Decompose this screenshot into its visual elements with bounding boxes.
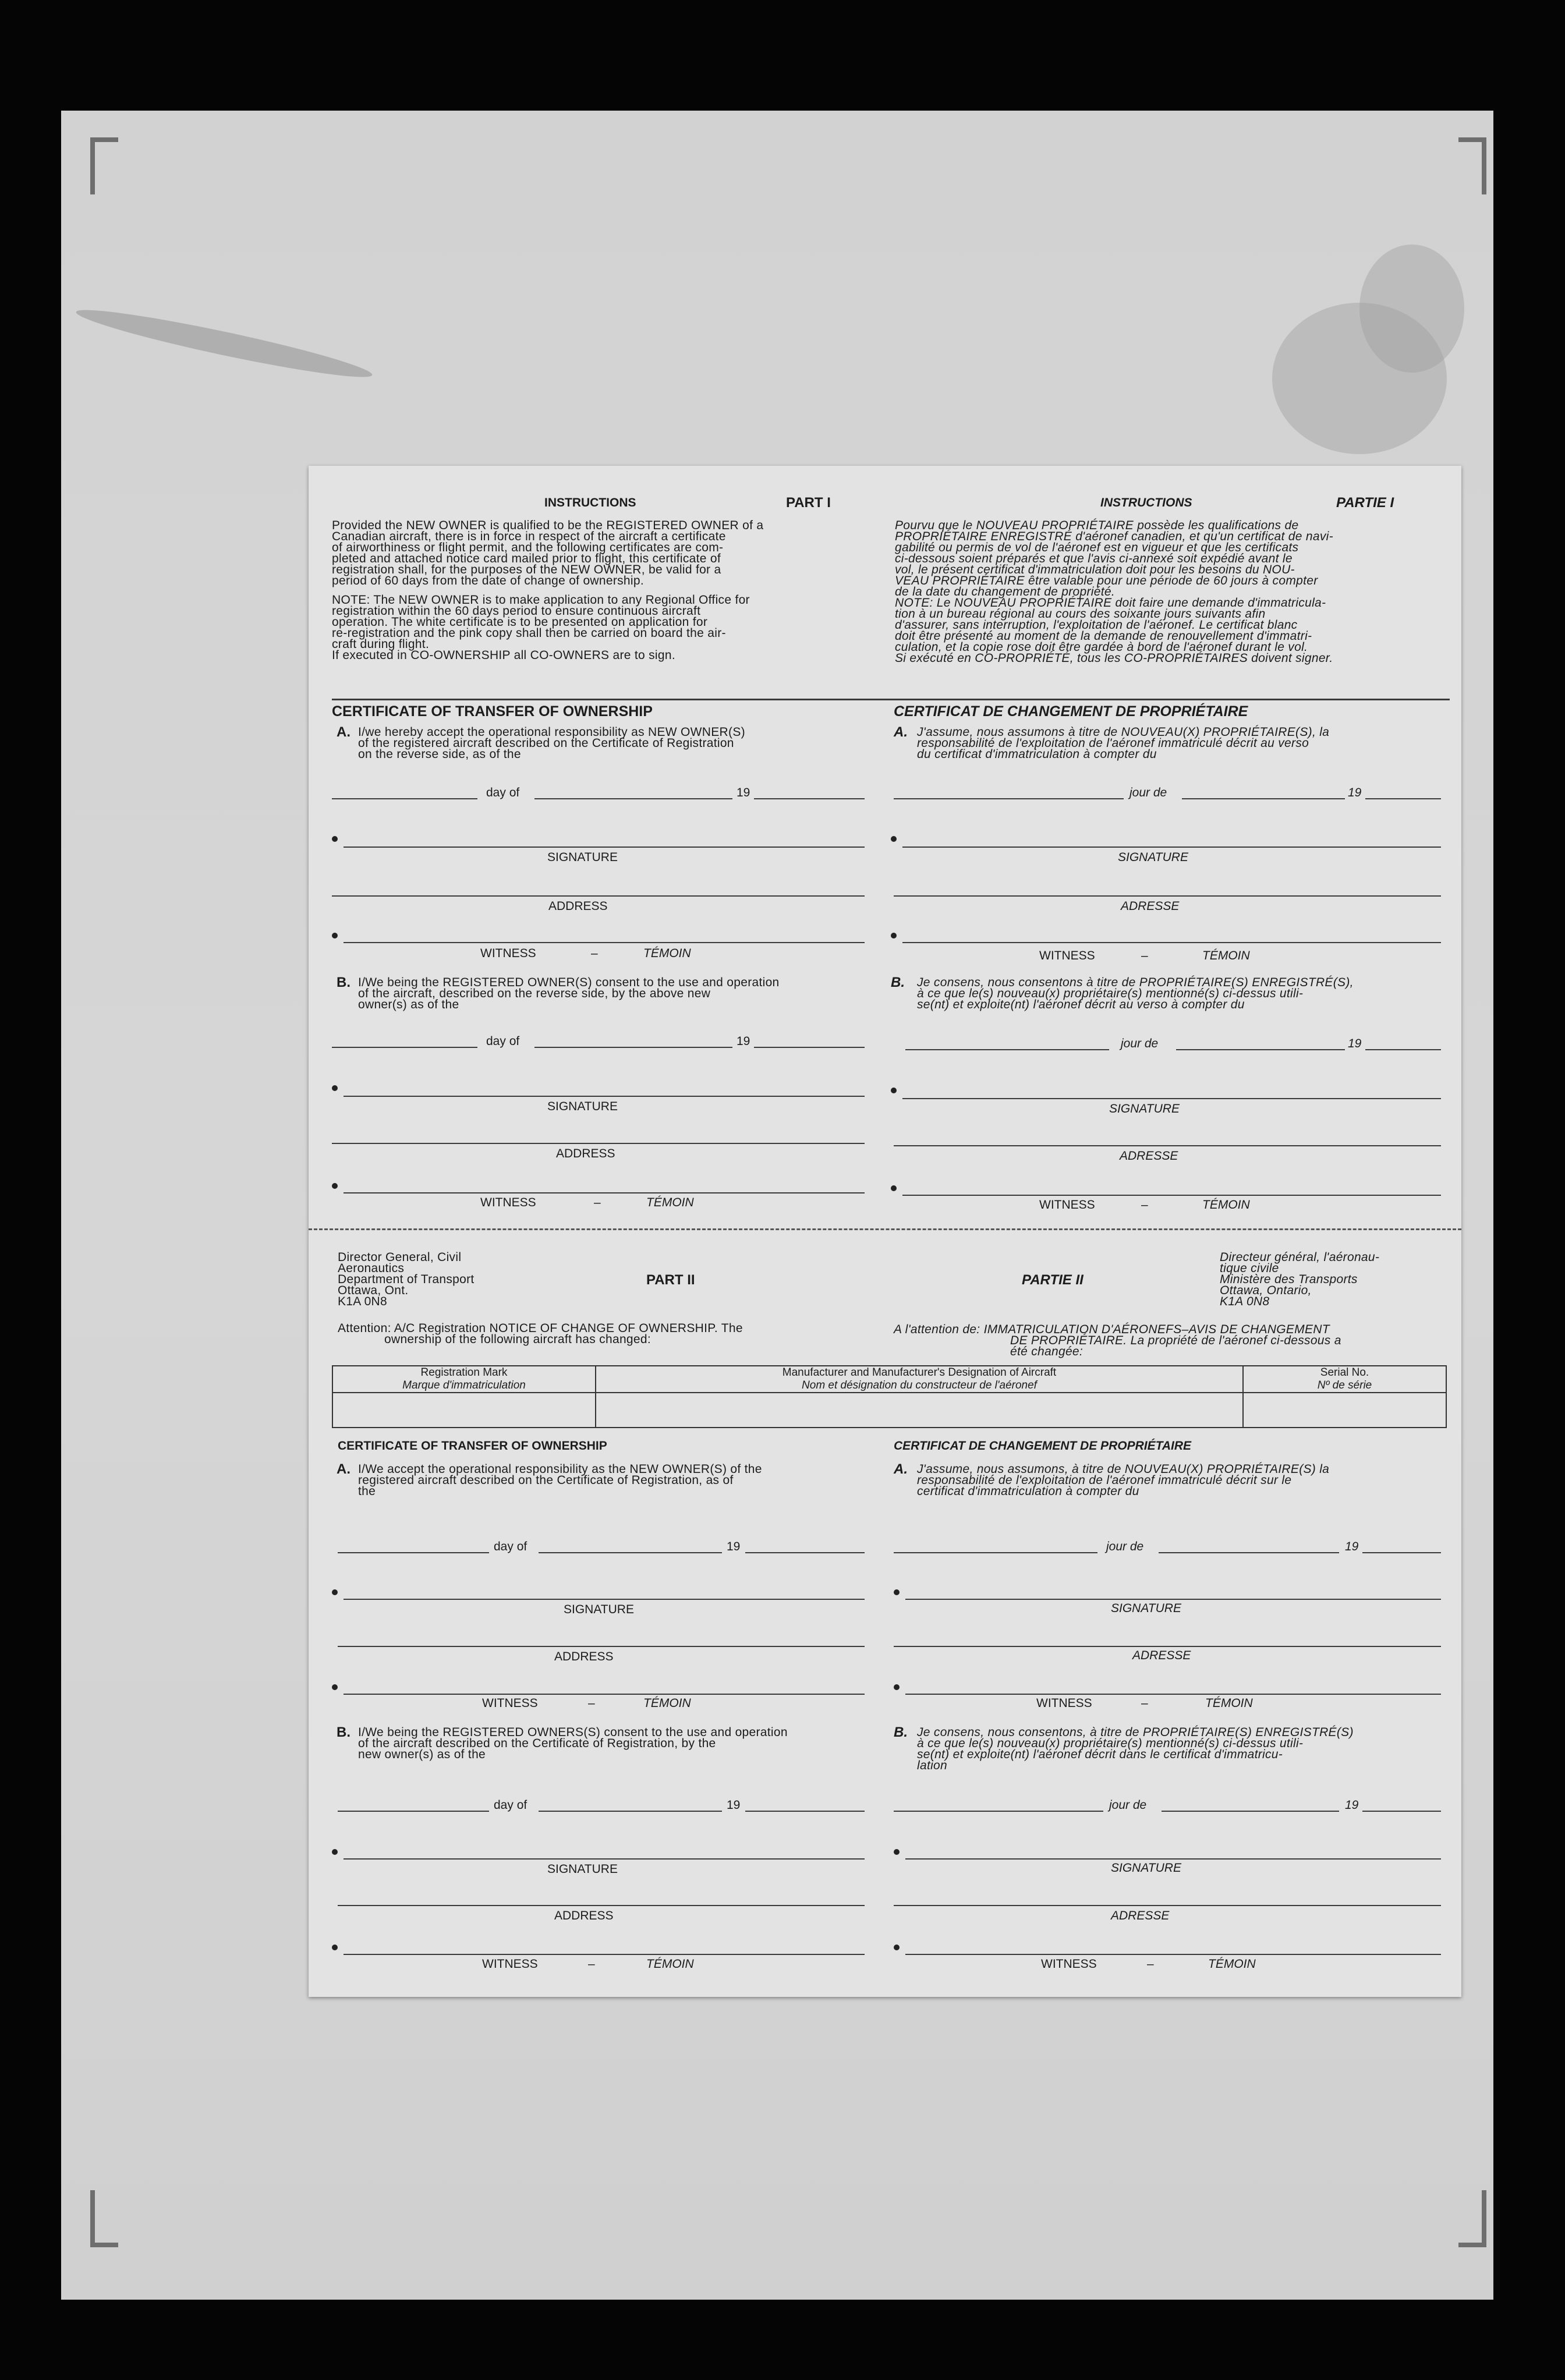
signature-label: SIGNATURE bbox=[547, 851, 618, 864]
clause-b-letter-en: B. bbox=[337, 1724, 350, 1740]
partie-ii-label: PARTIE II bbox=[1022, 1272, 1084, 1288]
attention-notice-fr: A l'attention de: IMMATRICULATION D'AÉRONEFS–AVIS DE CHANGEMENT DE PROPRIÉTAIRE. La propriété de l'aéronef ci-dessous a été changée: bbox=[894, 1323, 1341, 1358]
certificate-title-en: CERTIFICATE OF TRANSFER OF OWNERSHIP bbox=[332, 703, 653, 720]
signature-bullet bbox=[332, 1849, 338, 1855]
jour-de-label: jour de bbox=[1130, 786, 1167, 799]
label-separator: – bbox=[591, 947, 598, 960]
temoin-label: TÉMOIN bbox=[646, 1957, 694, 1971]
section-divider bbox=[332, 699, 1450, 700]
year-prefix: 19 bbox=[727, 1540, 741, 1553]
witness-label: WITNESS bbox=[480, 947, 536, 960]
stain-mark bbox=[74, 300, 375, 386]
certificate-title-fr: CERTIFICAT DE CHANGEMENT DE PROPRIÉTAIRE bbox=[894, 703, 1248, 720]
label-separator: – bbox=[1141, 1697, 1148, 1710]
witness-label-fr: WITNESS bbox=[1036, 1697, 1092, 1710]
adresse-label: ADRESSE bbox=[1111, 1909, 1170, 1922]
perforation-tear-line bbox=[309, 1228, 1461, 1230]
address-line[interactable] bbox=[332, 895, 865, 897]
serial-number-header: Serial No. Nº de série bbox=[1243, 1366, 1446, 1393]
witness-label: WITNESS bbox=[480, 1196, 536, 1209]
year-prefix-fr: 19 bbox=[1348, 786, 1362, 799]
temoin-label-fr: TÉMOIN bbox=[1208, 1957, 1256, 1971]
instructions-paragraph-en: Provided the NEW OWNER is qualified to be the REGISTERED OWNER of a Canadian aircraft, there is in force in respect of the aircraft a certificate of airworthiness or flight permit, and the following certificates are com- pleted and attached notice card mailed prior to flight, this certificate of registration shall, for the purposes of the NEW OWNER, be valid for a period of 60 days from the date of change of ownership. NOTE: The NEW OWNER is to make application to any Regional Office for registration within the 60 days period to ensure continuous aircraft operation. The white certificate is to be presented on application for re-registration and the pink copy shall then be carried on board the air- craft during flight. If executed in CO-OWNERSHIP all CO-OWNERS are to sign. bbox=[332, 519, 764, 662]
year-prefix-fr: 19 bbox=[1345, 1798, 1359, 1812]
witness-bullet bbox=[891, 933, 897, 938]
day-of-label: day of bbox=[486, 1035, 520, 1048]
part-ii-label: PART II bbox=[646, 1272, 695, 1288]
certificate-title-en: CERTIFICATE OF TRANSFER OF OWNERSHIP bbox=[338, 1439, 607, 1453]
clause-b-text-fr: Je consens, nous consentons à titre de PROPRIÉTAIRE(S) ENREGISTRÉ(S), à ce que le(s) nouveau(x) propriétaire(s) mentionné(s) ci-dessus utili- se(nt) et exploite(nt) l'aéronef décrit au verso à compter du bbox=[917, 976, 1354, 1011]
month-field[interactable] bbox=[539, 1811, 722, 1812]
jour-de-label: jour de bbox=[1121, 1037, 1159, 1050]
clause-a-text-en: I/we hereby accept the operational responsibility as NEW OWNER(S) of the registered aircraft described on the Certificate of Registration on the reverse side, as of the bbox=[358, 725, 745, 761]
witness-label-fr: WITNESS bbox=[1039, 949, 1095, 962]
aircraft-details-table bbox=[332, 1365, 1447, 1428]
mois-field[interactable] bbox=[1182, 798, 1345, 799]
witness-label: WITNESS bbox=[482, 1697, 538, 1710]
mois-field[interactable] bbox=[1159, 1552, 1339, 1553]
signature-line[interactable] bbox=[344, 847, 865, 848]
year-field[interactable] bbox=[745, 1552, 865, 1553]
witness-bullet bbox=[332, 1945, 338, 1950]
witness-bullet bbox=[891, 1185, 897, 1191]
signature-bullet bbox=[332, 1589, 338, 1595]
signature-bullet bbox=[894, 1589, 900, 1595]
witness-label-fr: WITNESS bbox=[1039, 1198, 1095, 1212]
witness-line-fr[interactable] bbox=[905, 1694, 1441, 1695]
signature-line-fr[interactable] bbox=[905, 1599, 1441, 1600]
adresse-label: ADRESSE bbox=[1132, 1649, 1191, 1662]
address-line[interactable] bbox=[338, 1905, 865, 1906]
year-prefix-fr: 19 bbox=[1345, 1540, 1359, 1553]
signature-label: SIGNATURE bbox=[547, 1862, 618, 1876]
day-field[interactable] bbox=[338, 1811, 489, 1812]
day-field[interactable] bbox=[332, 798, 477, 799]
signature-line-fr[interactable] bbox=[902, 1098, 1441, 1099]
annee-field[interactable] bbox=[1365, 1049, 1441, 1050]
year-prefix-fr: 19 bbox=[1348, 1037, 1362, 1050]
month-field[interactable] bbox=[534, 798, 732, 799]
registration-mark-header: Registration Mark Marque d'immatriculation bbox=[332, 1366, 596, 1393]
jour-field[interactable] bbox=[894, 1811, 1103, 1812]
jour-de-label: jour de bbox=[1109, 1798, 1147, 1812]
adresse-line[interactable] bbox=[894, 1646, 1441, 1647]
temoin-label-fr: TÉMOIN bbox=[1202, 949, 1250, 962]
witness-line[interactable] bbox=[344, 1954, 865, 1955]
label-separator: – bbox=[594, 1196, 601, 1209]
clause-b-text-fr: Je consens, nous consentons, à titre de PROPRIÉTAIRE(S) ENREGISTRÉ(S) à ce que le(s) nouveau(x) propriétaire(s) mentionné(s) ci-dessus utili- se(nt) et exploite(nt) l'aéronef décrit dans le certificat d'immatricu- lation bbox=[917, 1726, 1354, 1772]
ministry-address-fr: Directeur général, l'aéronau- tique civile Ministère des Transports Ottawa, Ontario, K1A 0N8 bbox=[1220, 1251, 1380, 1308]
witness-bullet bbox=[894, 1684, 900, 1690]
crop-mark-bottom-right bbox=[1458, 2190, 1486, 2247]
ministry-address-en: Director General, Civil Aeronautics Department of Transport Ottawa, Ont. K1A 0N8 bbox=[338, 1251, 475, 1308]
certificate-title-fr: CERTIFICAT DE CHANGEMENT DE PROPRIÉTAIRE bbox=[894, 1439, 1192, 1453]
clause-b-text-en: I/We being the REGISTERED OWNER(S) consent to the use and operation of the aircraft, described on the reverse side, by the above new owner(s) as of the bbox=[358, 976, 780, 1011]
temoin-label-fr: TÉMOIN bbox=[1205, 1697, 1253, 1710]
signature-bullet bbox=[891, 1088, 897, 1093]
witness-label-fr: WITNESS bbox=[1041, 1957, 1097, 1971]
signature-bullet bbox=[894, 1849, 900, 1855]
registration-mark-cell[interactable] bbox=[332, 1393, 596, 1428]
address-line[interactable] bbox=[338, 1646, 865, 1647]
serial-number-cell[interactable] bbox=[1243, 1393, 1446, 1428]
month-field[interactable] bbox=[539, 1552, 722, 1553]
clause-a-text-en: I/We accept the operational responsibility as the NEW OWNER(S) of the registered aircraft described on the Certificate of Registration, as of the bbox=[358, 1462, 762, 1498]
signature-label-fr: SIGNATURE bbox=[1111, 1602, 1181, 1615]
annee-field[interactable] bbox=[1362, 1811, 1441, 1812]
address-label: ADDRESS bbox=[548, 899, 608, 913]
temoin-label: TÉMOIN bbox=[643, 1697, 691, 1710]
witness-label: WITNESS bbox=[482, 1957, 538, 1971]
address-label: ADDRESS bbox=[554, 1650, 614, 1663]
witness-line-fr[interactable] bbox=[902, 1195, 1441, 1196]
signature-line-fr[interactable] bbox=[902, 847, 1441, 848]
clause-b-letter-en: B. bbox=[337, 975, 350, 990]
witness-line[interactable] bbox=[344, 1192, 865, 1193]
label-separator: – bbox=[1141, 949, 1148, 962]
clause-b-text-en: I/We being the REGISTERED OWNERS(S) consent to the use and operation of the aircraft described on the Certificate of Registration, by the new owner(s) as of the bbox=[358, 1726, 788, 1761]
adresse-label: ADRESSE bbox=[1121, 899, 1180, 913]
signature-bullet bbox=[891, 836, 897, 842]
year-prefix: 19 bbox=[737, 1035, 750, 1048]
clause-a-text-fr: J'assume, nous assumons, à titre de NOUVEAU(X) PROPRIÉTAIRE(S) la responsabilité de l'exploitation de l'aéronef immatriculé décrit sur le certificat d'immatriculation à compter du bbox=[917, 1462, 1330, 1498]
jour-field[interactable] bbox=[894, 798, 1124, 799]
day-field[interactable] bbox=[338, 1552, 489, 1553]
adresse-line[interactable] bbox=[894, 1905, 1441, 1906]
clause-a-letter-en: A. bbox=[337, 1461, 350, 1477]
part-i-label: PART I bbox=[786, 495, 831, 511]
annee-field[interactable] bbox=[1362, 1552, 1441, 1553]
witness-bullet bbox=[894, 1945, 900, 1950]
jour-de-label: jour de bbox=[1106, 1540, 1144, 1553]
instructions-heading-en: INSTRUCTIONS bbox=[544, 496, 636, 509]
clause-a-letter-en: A. bbox=[337, 724, 350, 740]
attention-notice-en: Attention: A/C Registration NOTICE OF CHANGE OF OWNERSHIP. The ownership of the following aircraft has changed: bbox=[338, 1322, 743, 1346]
day-of-label: day of bbox=[486, 786, 520, 799]
witness-bullet bbox=[332, 933, 338, 938]
clause-a-letter-fr: A. bbox=[894, 724, 908, 740]
instructions-heading-fr: INSTRUCTIONS bbox=[1100, 496, 1192, 509]
witness-line[interactable] bbox=[344, 942, 865, 943]
manufacturer-cell[interactable] bbox=[596, 1393, 1243, 1428]
jour-field[interactable] bbox=[894, 1552, 1097, 1553]
crop-mark-top-right bbox=[1458, 137, 1486, 194]
witness-line-fr[interactable] bbox=[902, 942, 1441, 943]
signature-label-fr: SIGNATURE bbox=[1118, 851, 1188, 864]
day-of-label: day of bbox=[494, 1540, 527, 1553]
year-field[interactable] bbox=[745, 1811, 865, 1812]
stain-mark bbox=[1359, 245, 1464, 373]
signature-label-fr: SIGNATURE bbox=[1109, 1102, 1180, 1115]
signature-label-fr: SIGNATURE bbox=[1111, 1861, 1181, 1875]
label-separator: – bbox=[588, 1697, 595, 1710]
address-label: ADDRESS bbox=[556, 1147, 615, 1160]
manufacturer-header: Manufacturer and Manufacturer's Designation of Aircraft Nom et désignation du constructeur de l'aéronef bbox=[596, 1366, 1243, 1393]
adresse-line[interactable] bbox=[894, 1145, 1441, 1146]
signature-label: SIGNATURE bbox=[564, 1603, 634, 1616]
adresse-line[interactable] bbox=[894, 895, 1441, 897]
mois-field[interactable] bbox=[1176, 1049, 1345, 1050]
signature-bullet bbox=[332, 836, 338, 842]
crop-mark-top-left bbox=[90, 137, 118, 194]
witness-line[interactable] bbox=[344, 1694, 865, 1695]
crop-mark-bottom-left bbox=[90, 2190, 118, 2247]
year-field[interactable] bbox=[754, 798, 865, 799]
adresse-label: ADRESSE bbox=[1120, 1149, 1178, 1163]
signature-line[interactable] bbox=[344, 1858, 865, 1860]
label-separator: – bbox=[1147, 1957, 1154, 1971]
witness-line-fr[interactable] bbox=[905, 1954, 1441, 1955]
clause-b-letter-fr: B. bbox=[891, 975, 905, 990]
signature-bullet bbox=[332, 1085, 338, 1091]
year-field[interactable] bbox=[754, 1047, 865, 1048]
temoin-label: TÉMOIN bbox=[643, 947, 691, 960]
annee-field[interactable] bbox=[1365, 798, 1441, 799]
witness-bullet bbox=[332, 1183, 338, 1189]
signature-label: SIGNATURE bbox=[547, 1100, 618, 1113]
label-separator: – bbox=[1141, 1198, 1148, 1212]
year-prefix: 19 bbox=[727, 1798, 741, 1812]
clause-a-letter-fr: A. bbox=[894, 1461, 908, 1477]
jour-field[interactable] bbox=[905, 1049, 1109, 1050]
clause-a-text-fr: J'assume, nous assumons à titre de NOUVEAU(X) PROPRIÉTAIRE(S), la responsabilité de l'exploitation de l'aéronef immatriculé décrit au verso du certificat d'immatriculation à compter du bbox=[917, 725, 1330, 761]
signature-line-fr[interactable] bbox=[905, 1858, 1441, 1860]
partie-i-label: PARTIE I bbox=[1336, 495, 1394, 511]
day-field[interactable] bbox=[332, 1047, 477, 1048]
ownership-transfer-form bbox=[309, 466, 1461, 1997]
year-prefix: 19 bbox=[737, 786, 750, 799]
signature-line[interactable] bbox=[344, 1096, 865, 1097]
witness-bullet bbox=[332, 1684, 338, 1690]
instructions-paragraph-fr: Pourvu que le NOUVEAU PROPRIÉTAIRE possède les qualifications de PROPRIÉTAIRE ENREGISTRÉ d'aéronef canadien, et qu'un certificat de navi- gabilité ou permis de vol de l'aéronef est en vigueur et que les certificats ci-dessous soient préparés et que l'avis ci-annexé soit expédié avant le vol, le présent certificat d'immatriculation doit pour les besoins du NOU- VEAU PROPRIÉTAIRE être valable pour une période de 60 jours à compter de la date du changement de propriété. NOTE: Le NOUVEAU PROPRIÉTAIRE doit faire une demande d'immatricula- tion à un bureau régional au cours des soixante jours suivants afin d'assurer, sans interruption, l'exploitation de l'aéronef. Le certificat blanc doit être présenté au moment de la demande de renouvellement d'immatri- culation, et la copie rose doit être gardée à bord de l'aéronef durant le vol. Si exécuté en CO-PROPRIÉTÉ, tous les CO-PROPRIÉTAIRES doivent signer. bbox=[895, 519, 1333, 665]
temoin-label-fr: TÉMOIN bbox=[1202, 1198, 1250, 1212]
signature-line[interactable] bbox=[344, 1599, 865, 1600]
address-line[interactable] bbox=[332, 1143, 865, 1144]
temoin-label: TÉMOIN bbox=[646, 1196, 694, 1209]
label-separator: – bbox=[588, 1957, 595, 1971]
clause-b-letter-fr: B. bbox=[894, 1724, 908, 1740]
address-label: ADDRESS bbox=[554, 1909, 614, 1922]
month-field[interactable] bbox=[534, 1047, 732, 1048]
day-of-label: day of bbox=[494, 1798, 527, 1812]
mois-field[interactable] bbox=[1162, 1811, 1339, 1812]
